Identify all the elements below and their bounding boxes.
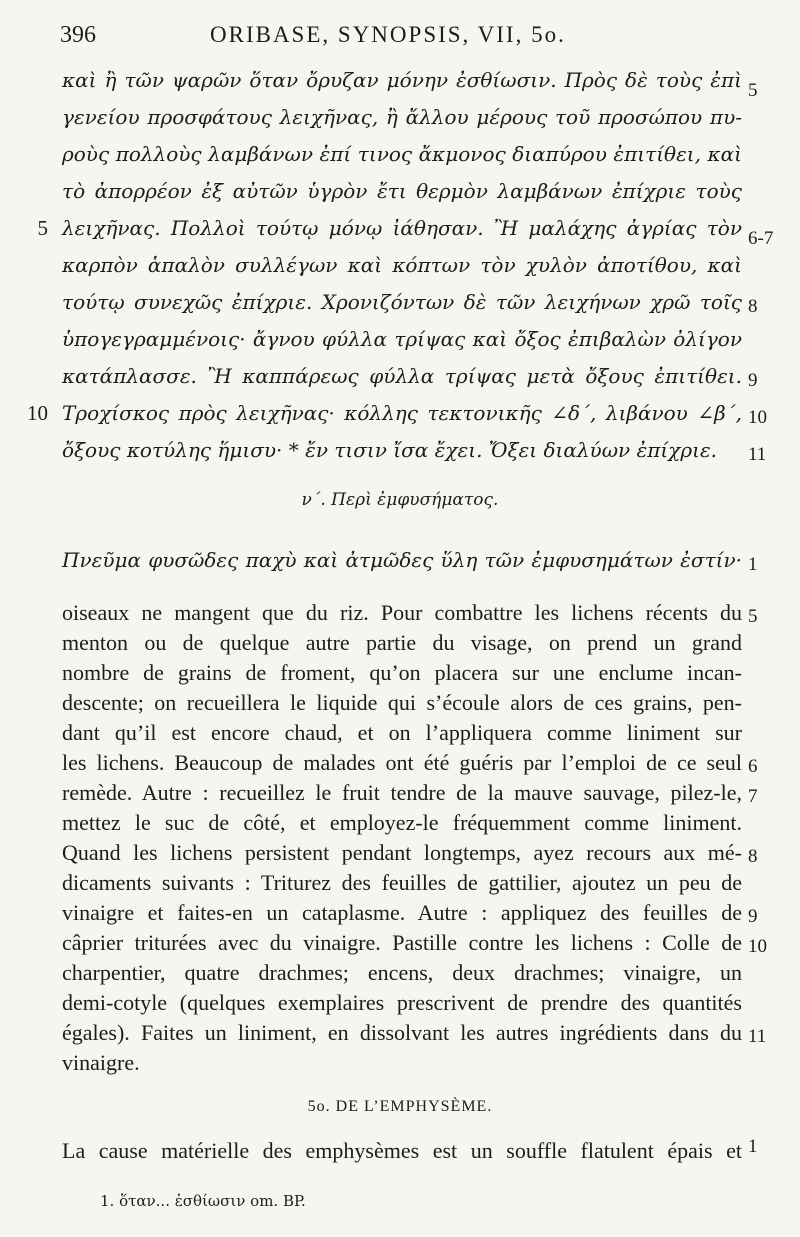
greek-line [0, 105, 800, 137]
french-line-text: égales). Faites un liniment, en dissolvant les autres ingrédients dans du [62, 1020, 742, 1045]
french-line-text-part: remède. Autre : recueillez le fruit tendre de la mauve sauvage, pilez-le, [62, 780, 742, 805]
greek-line [0, 142, 800, 174]
greek-line-text: κατάπλασσε. Ἢ καππάρεως φύλλα τρίψας μετὰ ὄξους ἐπιτίθει. [62, 364, 742, 388]
french-line-text: vinaigre et faites-en un cataplasme. Autre : appliquez des feuilles de [62, 900, 742, 925]
right-line-number: 11 [748, 1026, 767, 1047]
greek-line-text: τὸ ἀπορρέον ἐξ αὐτῶν ὑγρὸν ἔτι θερμὸν λαμβάνων ἐπίχριε τοὺς [62, 179, 742, 203]
french-line-text: nombre de grains de froment, qu’on placera sur une enclume incan- [62, 660, 742, 685]
french-line-text: oiseaux ne mangent que du riz. Pour combattre les lichens récents du [62, 600, 742, 625]
french-line-text: demi-cotyle (quelques exemplaires prescrivent de prendre des quantités [62, 990, 742, 1015]
french-line [0, 990, 800, 1022]
french-line [0, 930, 800, 962]
french-line-text: Quand les lichens persistent pendant longtemps, ayez recours aux mé- [62, 840, 742, 865]
right-line-number: 9 [748, 370, 758, 391]
page-number: 396 [60, 22, 96, 48]
french-line [0, 840, 800, 872]
greek-line-text: γενείου προσφάτους λειχῆνας, ἢ ἄλλου μέρους τοῦ προσώπου πυ- [62, 105, 742, 129]
greek-line [0, 68, 800, 100]
right-line-number: 5 [748, 606, 758, 627]
french-line-text: menton ou de quelque autre partie du visage, on prend un grand [62, 630, 742, 655]
french-line-text: vinaigre. [62, 1050, 140, 1075]
greek-line-text: τούτῳ συνεχῶς ἐπίχριε. Χρονιζόντων δὲ τῶν λειχήνων χρῶ τοῖς [62, 290, 742, 314]
french-line [0, 900, 800, 932]
greek-line-text: Πνεῦμα φυσῶδες παχὺ καὶ ἀτμῶδες ὕλη τῶν ἐμφυσημάτων ἐστίν· [62, 548, 742, 572]
greek-line-text: καρπὸν ἁπαλὸν συλλέγων καὶ κόπτων τὸν χυλὸν ἀποτίθου, καὶ [62, 253, 742, 277]
right-line-number: 6 [748, 756, 758, 777]
greek-line-text: Τροχίσκος πρὸς λειχῆνας· κόλλης τεκτονικῆς ∠δ΄, λιβάνου ∠β΄, [62, 401, 742, 425]
right-line-number: 1 [748, 554, 758, 575]
greek-line-text: ὄξους κοτύλης ἥμισυ· * ἔν τισιν ἴσα ἔχει. Ὄξει διαλύων ἐπίχριε. [62, 438, 718, 462]
right-line-number: 1 [748, 1136, 758, 1157]
right-line-number: 8 [748, 296, 758, 317]
right-line-number: 7 [748, 786, 758, 807]
right-line-number: 9 [748, 906, 758, 927]
french-line-text: descente; on recueillera le liquide qui s’écoule alors de ces grains, pen- [62, 690, 742, 715]
french-line [0, 720, 800, 752]
left-line-number: 10 [27, 401, 48, 425]
greek-line [0, 290, 800, 322]
french-line [0, 960, 800, 992]
greek-line [0, 364, 800, 396]
greek-line [0, 216, 800, 248]
right-line-number: 5 [748, 80, 758, 101]
french-line [0, 690, 800, 722]
greek-section-heading: ν΄. Περὶ ἐμφυσήματος. [301, 490, 499, 510]
french-line-text: dicaments suivants : Triturez des feuilles de gattilier, ajoutez un peu de [62, 870, 742, 895]
greek-line-text: ὑπογεγραμμένοις· ἄγνου φύλλα τρίψας καὶ ὄξος ἐπιβαλὼν ὀλίγον [62, 327, 742, 351]
greek-line-text: καὶ ἢ τῶν ψαρῶν ὅταν ὄρυζαν μόνην ἐσθίωσιν. Πρὸς δὲ τοὺς ἐπὶ [62, 68, 742, 92]
french-line [0, 1050, 800, 1082]
right-line-number: 6-7 [748, 228, 774, 249]
running-head: ORIBASE, SYNOPSIS, VII, 5o. [210, 22, 566, 47]
french-line-text: mettez le suc de côté, et employez-le fréquemment comme liniment. [62, 810, 742, 835]
french-line-text [62, 780, 742, 806]
french-line [0, 630, 800, 662]
french-line-text: dant qu’il est encore chaud, et on l’appliquera comme liniment sur [62, 720, 742, 745]
french-line [0, 660, 800, 692]
french-section-heading: 5o. DE L’EMPHYSÈME. [307, 1098, 493, 1115]
footnote: 1. ὅταν... ἐσθίωσιν om. BP. [100, 1192, 306, 1210]
french-line [0, 780, 800, 812]
french-heading-line [0, 1138, 800, 1170]
french-line-text: La cause matérielle des emphysèmes est un souffle flatulent épais et [62, 1138, 742, 1163]
right-line-number: 10 [748, 407, 767, 428]
french-line [0, 1020, 800, 1052]
greek-line [0, 327, 800, 359]
french-line [0, 870, 800, 902]
french-line-text: les lichens. Beaucoup de malades ont été guéris par l’emploi de ce seul [62, 750, 742, 775]
french-line-text: câprier triturées avec du vinaigre. Pastille contre les lichens : Colle de [62, 930, 742, 955]
page-header [60, 22, 740, 58]
greek-line [0, 401, 800, 433]
greek-line [0, 438, 800, 470]
right-line-number: 10 [748, 936, 767, 957]
french-line-text: charpentier, quatre drachmes; encens, deux drachmes; vinaigre, un [62, 960, 742, 985]
right-line-number: 11 [748, 444, 767, 465]
greek-line-text: ροὺς πολλοὺς λαμβάνων ἐπί τινος ἄκμονος διαπύρου ἐπιτίθει, καὶ [62, 142, 742, 166]
left-line-number: 5 [37, 216, 48, 240]
greek-line-text: λειχῆνας. Πολλοὶ τούτῳ μόνῳ ἰάθησαν. Ἢ μαλάχης ἀγρίας τὸν [62, 216, 742, 240]
french-line [0, 810, 800, 842]
right-line-number: 8 [748, 846, 758, 867]
french-line [0, 750, 800, 782]
greek-line [0, 179, 800, 211]
greek-line [0, 253, 800, 285]
greek-heading-line [0, 548, 800, 580]
french-line [0, 600, 800, 632]
